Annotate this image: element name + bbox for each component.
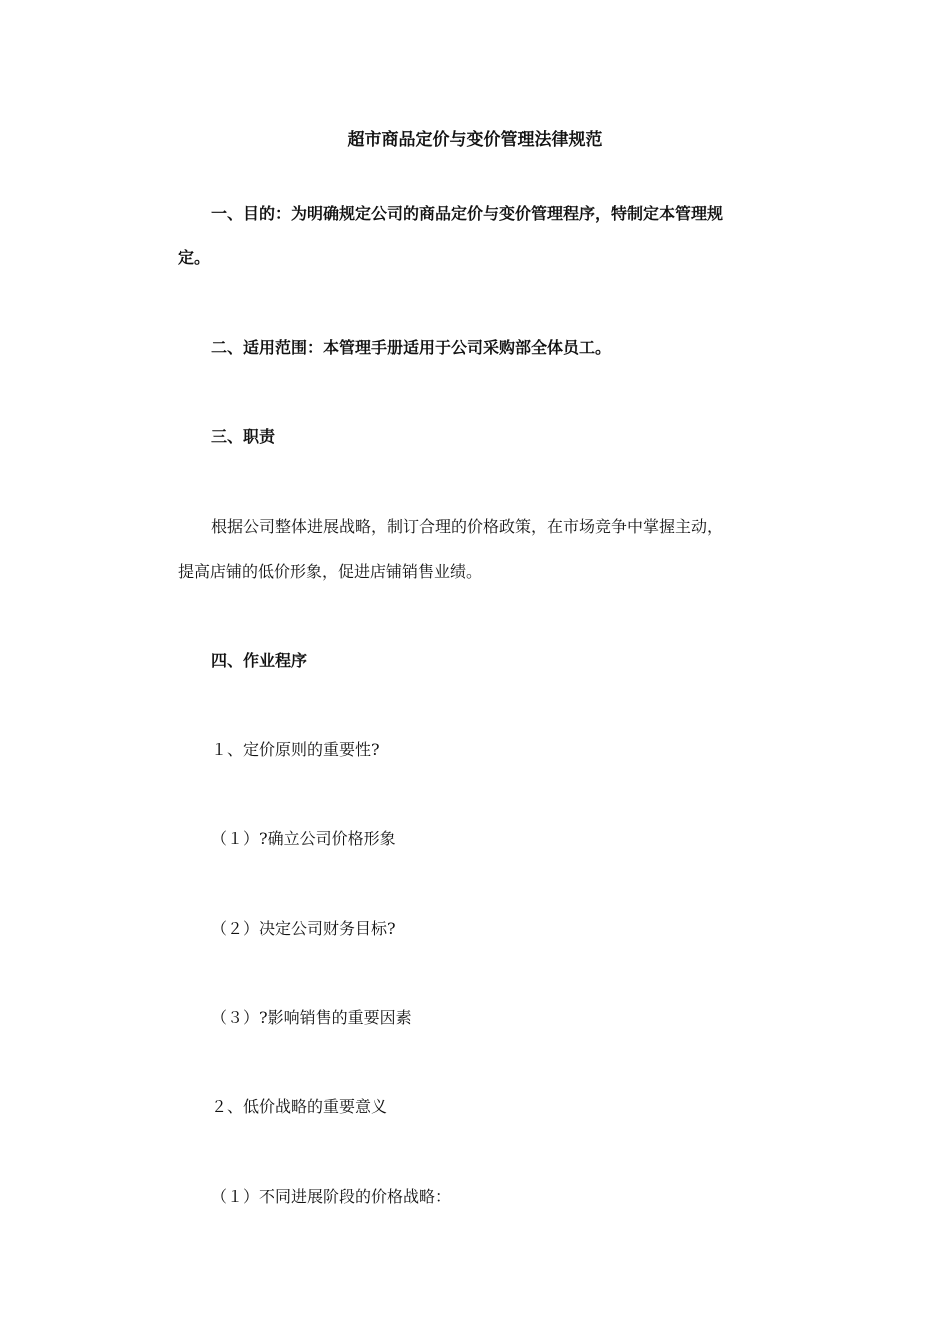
item-1-sub-1: （１）?确立公司价格形象	[211, 829, 396, 848]
item-2: ２、低价战略的重要意义	[211, 1097, 388, 1116]
section-4-heading: 四、作业程序	[211, 651, 308, 670]
section-1-line-2: 定。	[178, 248, 211, 267]
section-3-heading: 三、职责	[211, 427, 276, 446]
section-3-line-2: 提高店铺的低价形象，促进店铺销售业绩。	[178, 562, 483, 581]
item-1: １、定价原则的重要性?	[211, 740, 380, 759]
section-3-line-1: 根据公司整体进展战略，制订合理的价格政策，在市场竞争中掌握主动，	[211, 517, 724, 536]
section-2-text: 二、适用范围：本管理手册适用于公司采购部全体员工。	[211, 338, 612, 357]
item-1-sub-2: （２）决定公司财务目标?	[211, 919, 396, 938]
item-1-sub-3: （３）?影响销售的重要因素	[211, 1008, 412, 1027]
section-1-line-1: 一、目的：为明确规定公司的商品定价与变价管理程序，特制定本管理规	[211, 204, 724, 223]
item-2-sub-1: （１）不同进展阶段的价格战略：	[211, 1187, 452, 1206]
document-title: 超市商品定价与变价管理法律规范	[347, 130, 603, 150]
